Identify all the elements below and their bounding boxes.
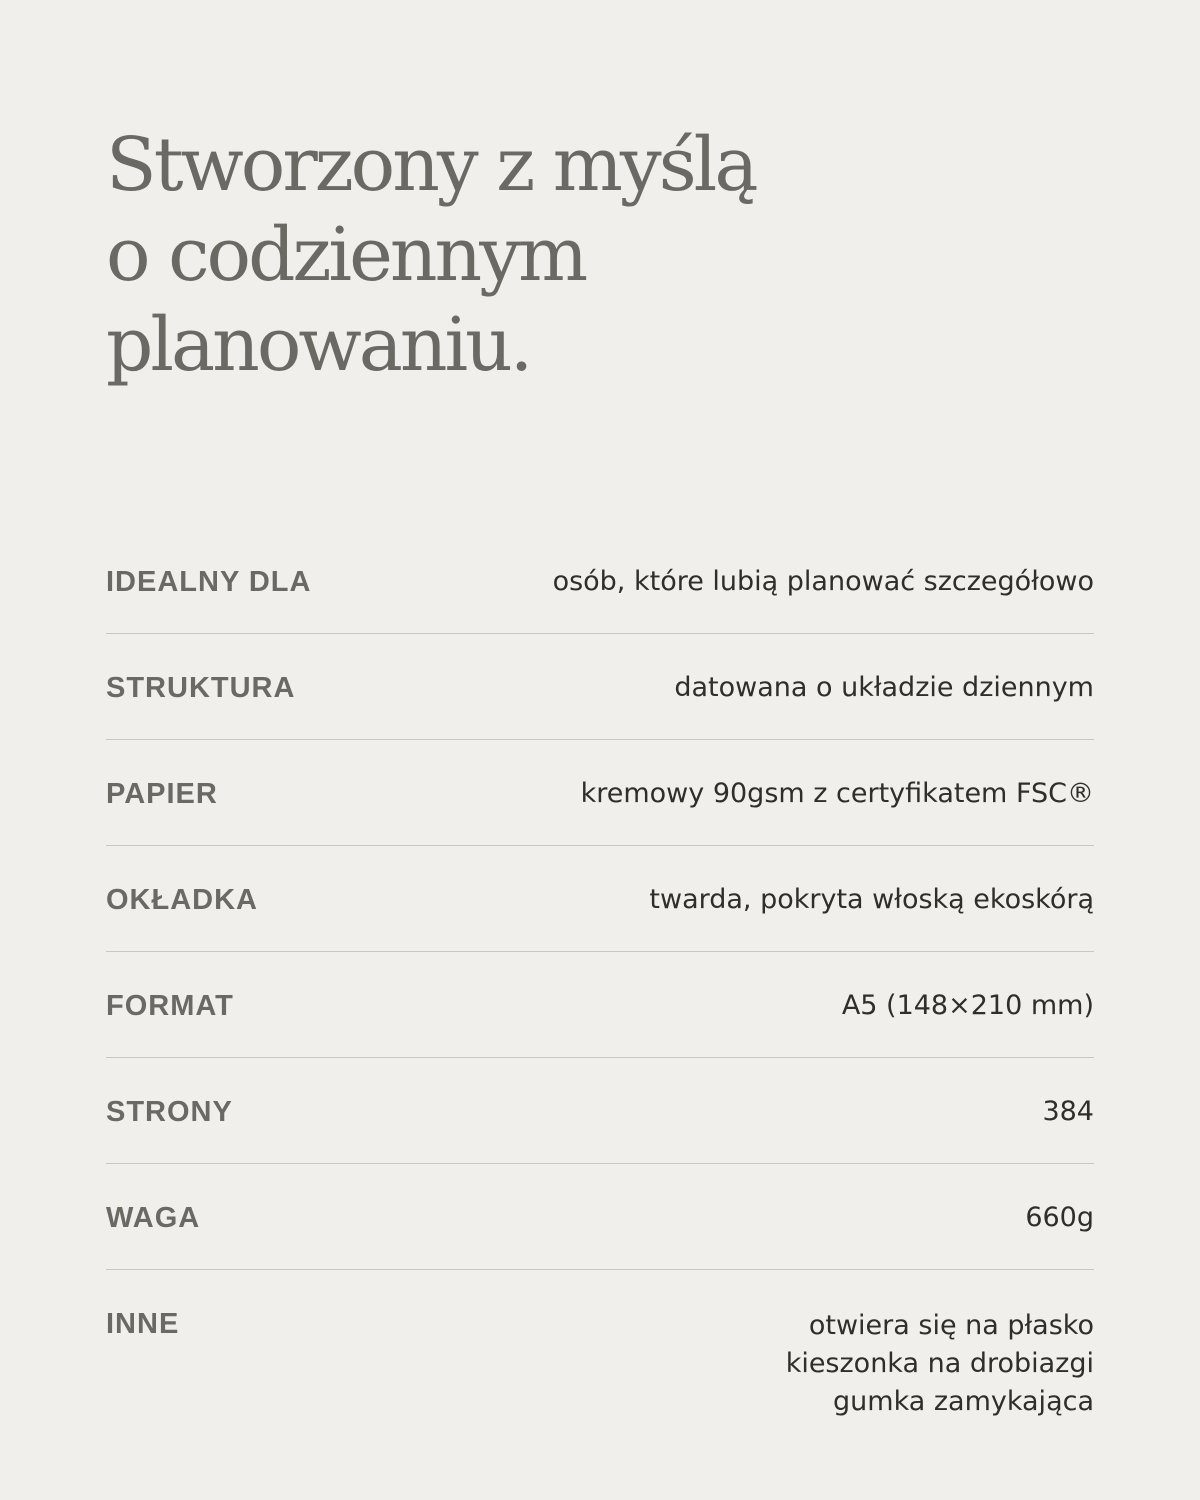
spec-row-okladka	[106, 846, 1094, 952]
headline-line-3: planowaniu.	[106, 302, 531, 388]
spec-row-strony	[106, 1058, 1094, 1164]
spec-value: 384	[1042, 1096, 1094, 1127]
spec-value: datowana o układzie dziennym	[674, 672, 1094, 703]
spec-value-line: otwiera się na płasko	[808, 1310, 1094, 1341]
spec-value-line: gumka zamykająca	[833, 1386, 1094, 1417]
spec-row-idealny-dla	[106, 528, 1094, 634]
spec-value: A5 (148×210 mm)	[841, 990, 1094, 1021]
spec-label: STRUKTURA	[106, 672, 296, 704]
spec-value: twarda, pokryta włoską ekoskórą	[649, 884, 1094, 915]
headline-line-2: o codziennym	[106, 212, 586, 298]
spec-value-list	[786, 1307, 1094, 1421]
spec-value-line: kieszonka na drobiazgi	[785, 1348, 1094, 1379]
page-headline	[106, 120, 1006, 390]
spec-value: kremowy 90gsm z certyfikatem FSC®	[580, 778, 1094, 809]
spec-row-format	[106, 952, 1094, 1058]
spec-row-papier	[106, 740, 1094, 846]
headline-line-1: Stworzony z myślą	[106, 122, 756, 208]
spec-value: 660g	[1025, 1202, 1094, 1233]
spec-label: IDEALNY DLA	[106, 566, 312, 598]
spec-label: FORMAT	[106, 990, 234, 1022]
spec-label: OKŁADKA	[106, 884, 258, 916]
spec-row-inne	[106, 1270, 1094, 1421]
spec-row-waga	[106, 1164, 1094, 1270]
spec-label: STRONY	[106, 1096, 233, 1128]
spec-label: INNE	[106, 1308, 180, 1340]
spec-row-struktura	[106, 634, 1094, 740]
specifications-table	[106, 528, 1094, 1421]
spec-value: osób, które lubią planować szczegółowo	[552, 566, 1094, 597]
spec-label: WAGA	[106, 1202, 201, 1234]
spec-label: PAPIER	[106, 778, 218, 810]
